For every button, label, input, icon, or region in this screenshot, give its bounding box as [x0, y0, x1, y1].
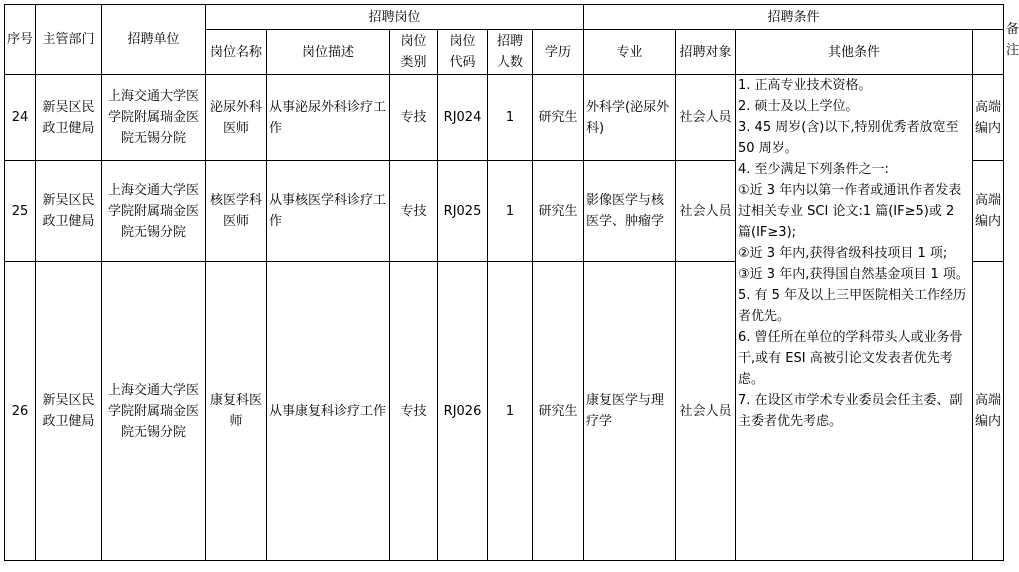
- row-note: 高端编内: [973, 262, 1004, 561]
- row-target: 社会人员: [676, 75, 736, 161]
- condition-item: 4. 至少满足下列条件之一:: [738, 162, 889, 177]
- row-unit: 上海交通大学医学院附属瑞金医院无锡分院: [102, 161, 206, 262]
- condition-item: 3. 45 周岁(含)以下,特别优秀者放宽至 50 周岁。: [738, 120, 959, 156]
- condition-item: ②近 3 年内,获得省级科技项目 1 项;: [738, 246, 948, 261]
- row-position-code: RJ024: [438, 75, 488, 161]
- row-position-type: 专技: [390, 161, 438, 262]
- row-count: 1: [488, 161, 533, 262]
- row-position-desc: 从事泌尿外科诊疗工作: [267, 75, 390, 161]
- header-seq: 序号: [5, 5, 36, 75]
- row-count: 1: [488, 75, 533, 161]
- row-position-name: 泌尿外科医师: [206, 75, 267, 161]
- row-education: 研究生: [533, 262, 584, 561]
- condition-item: 2. 硕士及以上学位。: [738, 99, 859, 114]
- row-count: 1: [488, 262, 533, 561]
- condition-item: ③近 3 年内,获得国自然基金项目 1 项。: [738, 267, 969, 282]
- row-major: 影像医学与核医学、肿瘤学: [584, 161, 676, 262]
- other-conditions: [736, 75, 973, 561]
- header-position-type: 岗位 类别: [390, 30, 438, 75]
- row-unit: 上海交通大学医学院附属瑞金医院无锡分院: [102, 262, 206, 561]
- row-position-name: 康复科医师: [206, 262, 267, 561]
- header-other: 其他条件: [736, 30, 973, 75]
- header-dept: 主管部门: [36, 5, 102, 75]
- condition-item: ①近 3 年内以第一作者或通讯作者发表过相关专业 SCI 论文:1 篇(IF≥5)或 2 篇(IF≥3);: [738, 183, 962, 240]
- header-position-group: 招聘岗位: [206, 5, 584, 30]
- condition-item: 1. 正高专业技术资格。: [738, 78, 872, 93]
- row-unit: 上海交通大学医学院附属瑞金医院无锡分院: [102, 75, 206, 161]
- header-position-name: 岗位名称: [206, 30, 267, 75]
- row-target: 社会人员: [676, 262, 736, 561]
- row-major: 康复医学与理疗学: [584, 262, 676, 561]
- header-unit: 招聘单位: [102, 5, 206, 75]
- header-position-code: 岗位 代码: [438, 30, 488, 75]
- row-position-type: 专技: [390, 262, 438, 561]
- row-position-desc: 从事核医学科诊疗工作: [267, 161, 390, 262]
- row-dept: 新吴区民政卫健局: [36, 75, 102, 161]
- condition-item: 5. 有 5 年及以上三甲医院相关工作经历者优先。: [738, 288, 967, 324]
- recruitment-table: 序号 主管部门 招聘单位 招聘岗位 招聘条件 备注 岗位名称 岗位描述 岗位 类别 岗位 代码 招聘 人数 学历 专业 招聘对象 其他条件 24 新吴区民政卫健局 上海交通大学医学院附属瑞金医院无锡分院 泌尿外科医师 从事泌尿外科诊疗工作 专技 RJ024 1 研究生 外科学(泌尿外科) 社会人员 1. 正高专业技术资格。 2. 硕士及以上学位。 3. 45 周岁(含)以下,特别优秀者放宽至 50 周岁。 4. 至少满足下列条件之一: ①近 3 年内以第一作者或通讯作者发表过相关专业 SCI 论文:1 篇(IF≥5)或 2 篇(IF≥3); ②近 3 年内,获得省级科技项目 1 项; ③近 3 年内,获得国自然基金项目 1 项。 5. 有 5 年及以上三甲医院相关工作经历者优先。 6. 曾任所在单位的学科带头人或业务骨干,或有 ESI 高被引论文发表者优先考虑。 7. 在设区市学术专业委员会任主委、副主委者优先考虑。 高端编内 25 新吴区民政卫健局 上海交通大学医学院附属瑞金医院无锡分院 核医学科医师 从事核医学科诊疗工作 专技 RJ025 1 研究生 影像医学与核医学、肿瘤学 社会人员 高端编内 26 新吴区民政卫健局 上海交通大学医学院附属瑞金医院无锡分院 康复科医师 从事康复科诊疗工作 专技 RJ026 1 研究生 康复医学与理疗学 社会人员 高端编内: [4, 4, 1004, 561]
- header-position-desc: 岗位描述: [267, 30, 390, 75]
- row-position-desc: 从事康复科诊疗工作: [267, 262, 390, 561]
- table-row: [5, 75, 1004, 161]
- row-seq: 26: [5, 262, 36, 561]
- header-education: 学历: [533, 30, 584, 75]
- row-position-name: 核医学科医师: [206, 161, 267, 262]
- header-target: 招聘对象: [676, 30, 736, 75]
- row-target: 社会人员: [676, 161, 736, 262]
- row-position-code: RJ026: [438, 262, 488, 561]
- row-major: 外科学(泌尿外科): [584, 75, 676, 161]
- header-major: 专业: [584, 30, 676, 75]
- row-dept: 新吴区民政卫健局: [36, 262, 102, 561]
- header-count: 招聘 人数: [488, 30, 533, 75]
- row-dept: 新吴区民政卫健局: [36, 161, 102, 262]
- row-note: 高端编内: [973, 161, 1004, 262]
- row-note: 高端编内: [973, 75, 1004, 161]
- condition-item: 7. 在设区市学术专业委员会任主委、副主委者优先考虑。: [738, 393, 963, 429]
- condition-item: 6. 曾任所在单位的学科带头人或业务骨干,或有 ESI 高被引论文发表者优先考虑。: [738, 330, 963, 387]
- row-seq: 25: [5, 161, 36, 262]
- header-conditions-group: 招聘条件: [584, 5, 1004, 30]
- row-seq: 24: [5, 75, 36, 161]
- row-education: 研究生: [533, 75, 584, 161]
- row-position-code: RJ025: [438, 161, 488, 262]
- row-education: 研究生: [533, 161, 584, 262]
- row-position-type: 专技: [390, 75, 438, 161]
